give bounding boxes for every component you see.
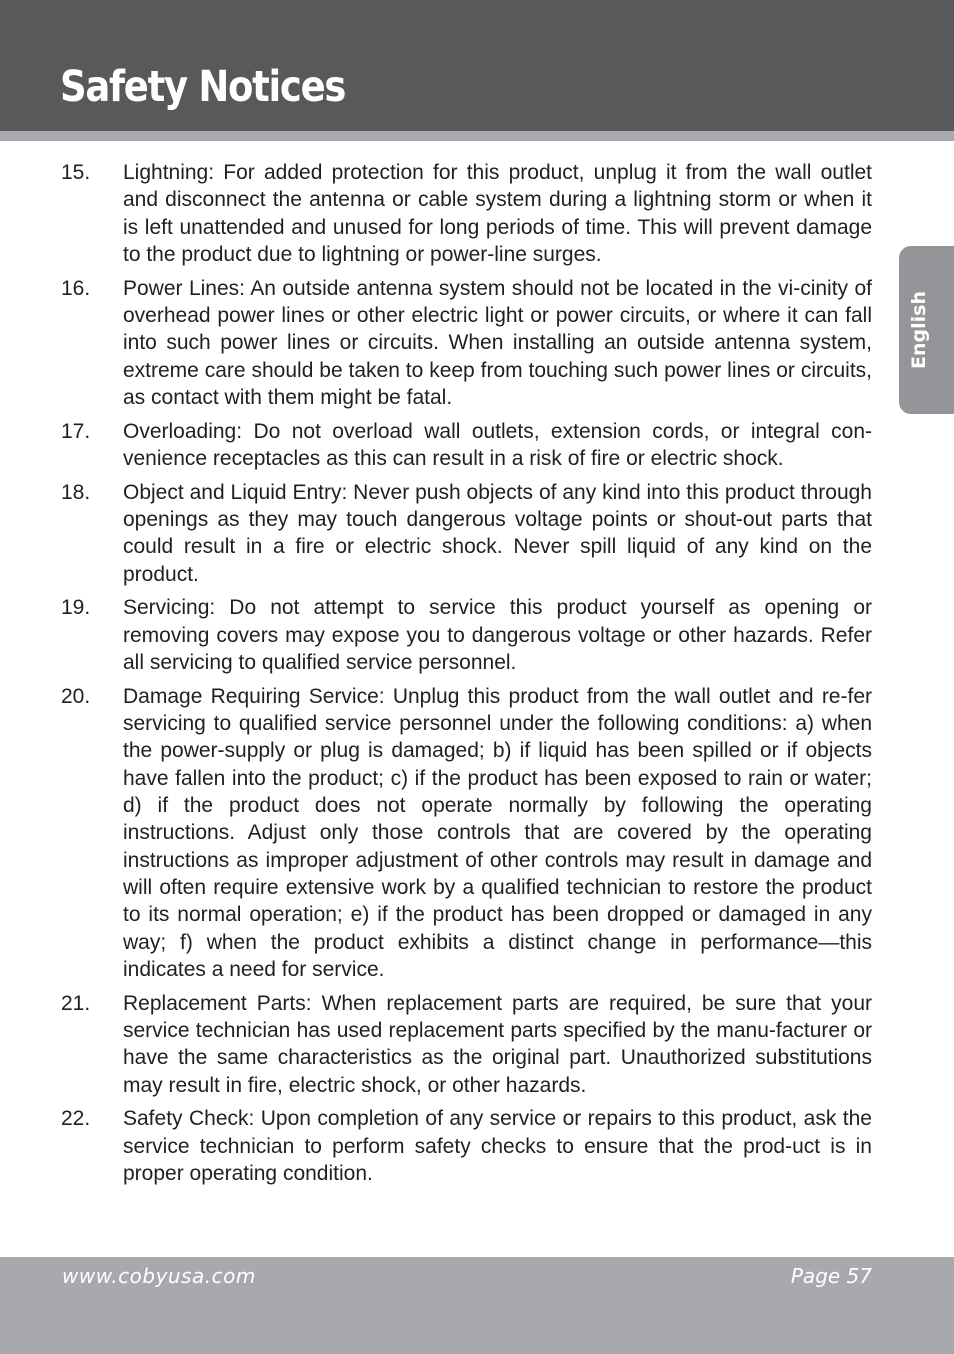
item-number: 22.: [61, 1107, 91, 1131]
list-item: [0, 479, 954, 588]
item-number: 21.: [61, 991, 91, 1015]
header-stripe: [0, 131, 954, 141]
item-text: Replacement Parts: When replacement parts are required, be sure that your service technician has used replacement parts specified by the manu-facturer or have the same characteristics as the original part. Unauthorized substitutions may result in fire, electric shock, or other hazards.: [123, 991, 872, 1097]
footer-website: www.cobyusa.com: [62, 1264, 256, 1288]
list-item: [0, 594, 954, 676]
item-number: 18.: [61, 480, 91, 504]
item-text: Safety Check: Upon completion of any service or repairs to this product, ask the service technician to perform safety checks to ensure that the prod-uct is in proper operating condition.: [123, 1107, 872, 1185]
item-text: Servicing: Do not attempt to service this product yourself as opening or removing covers may expose you to dangerous voltage or other hazards. Refer all servicing to qualified service personnel.: [123, 596, 872, 675]
page-number: Page 57: [790, 1264, 872, 1288]
list-item: [0, 683, 954, 983]
list-item: [0, 275, 954, 411]
list-item: [0, 159, 954, 268]
safety-notice-list: [0, 159, 954, 1194]
list-item: [0, 1105, 954, 1187]
item-number: 17.: [61, 419, 91, 443]
item-number: 15.: [61, 161, 91, 184]
item-number: 19.: [61, 596, 91, 620]
page-title: Safety Notices: [60, 62, 346, 112]
item-text: Damage Requiring Service: Unplug this product from the wall outlet and re-fer servicing to qualified service personnel under the following conditions: a) when the power-supply or plug is damaged; b) if liquid has been spilled or if objects have fallen into the product; c) if the product has been exposed to rain or water; d) if the product does not operate normally by following the operating instructions. Adjust only those controls that are covered by the operating instructions as improper adjustment of other controls may result in damage and will often require extensive work by a qualified technician to restore the product to its normal operation; e) if the product has been dropped or damaged in any way; f) when the product exhibits a distinct change in performance—this indicates a need for service.: [123, 684, 872, 981]
list-item: [0, 418, 954, 473]
item-number: 16.: [61, 276, 91, 300]
item-text: Lightning: For added protection for this product, unplug it from the wall outlet and disconnect the antenna or cable system during a lightning storm or when it is left unattended and unused for long periods of time. This will prevent damage to the product due to lightning or power-line surges.: [123, 161, 872, 266]
item-number: 20.: [61, 684, 91, 708]
language-tab-label: English: [908, 291, 930, 369]
item-text: Overloading: Do not overload wall outlets, extension cords, or integral con-venience receptacles as this can result in a risk of fire or electric shock.: [123, 419, 872, 470]
item-text: Object and Liquid Entry: Never push objects of any kind into this product through openings as they may touch dangerous voltage points or shout-out parts that could result in a fire or electric shock. Never spill liquid of any kind on the product.: [123, 480, 872, 586]
item-text: Power Lines: An outside antenna system should not be located in the vi-cinity of overhead power lines or other electric light or power circuits, or where it can fall into such power lines or circuits. When installing an outside antenna system, extreme care should be taken to keep from touching such power lines or circuits, as contact with them might be fatal.: [123, 276, 872, 409]
list-item: [0, 990, 954, 1099]
